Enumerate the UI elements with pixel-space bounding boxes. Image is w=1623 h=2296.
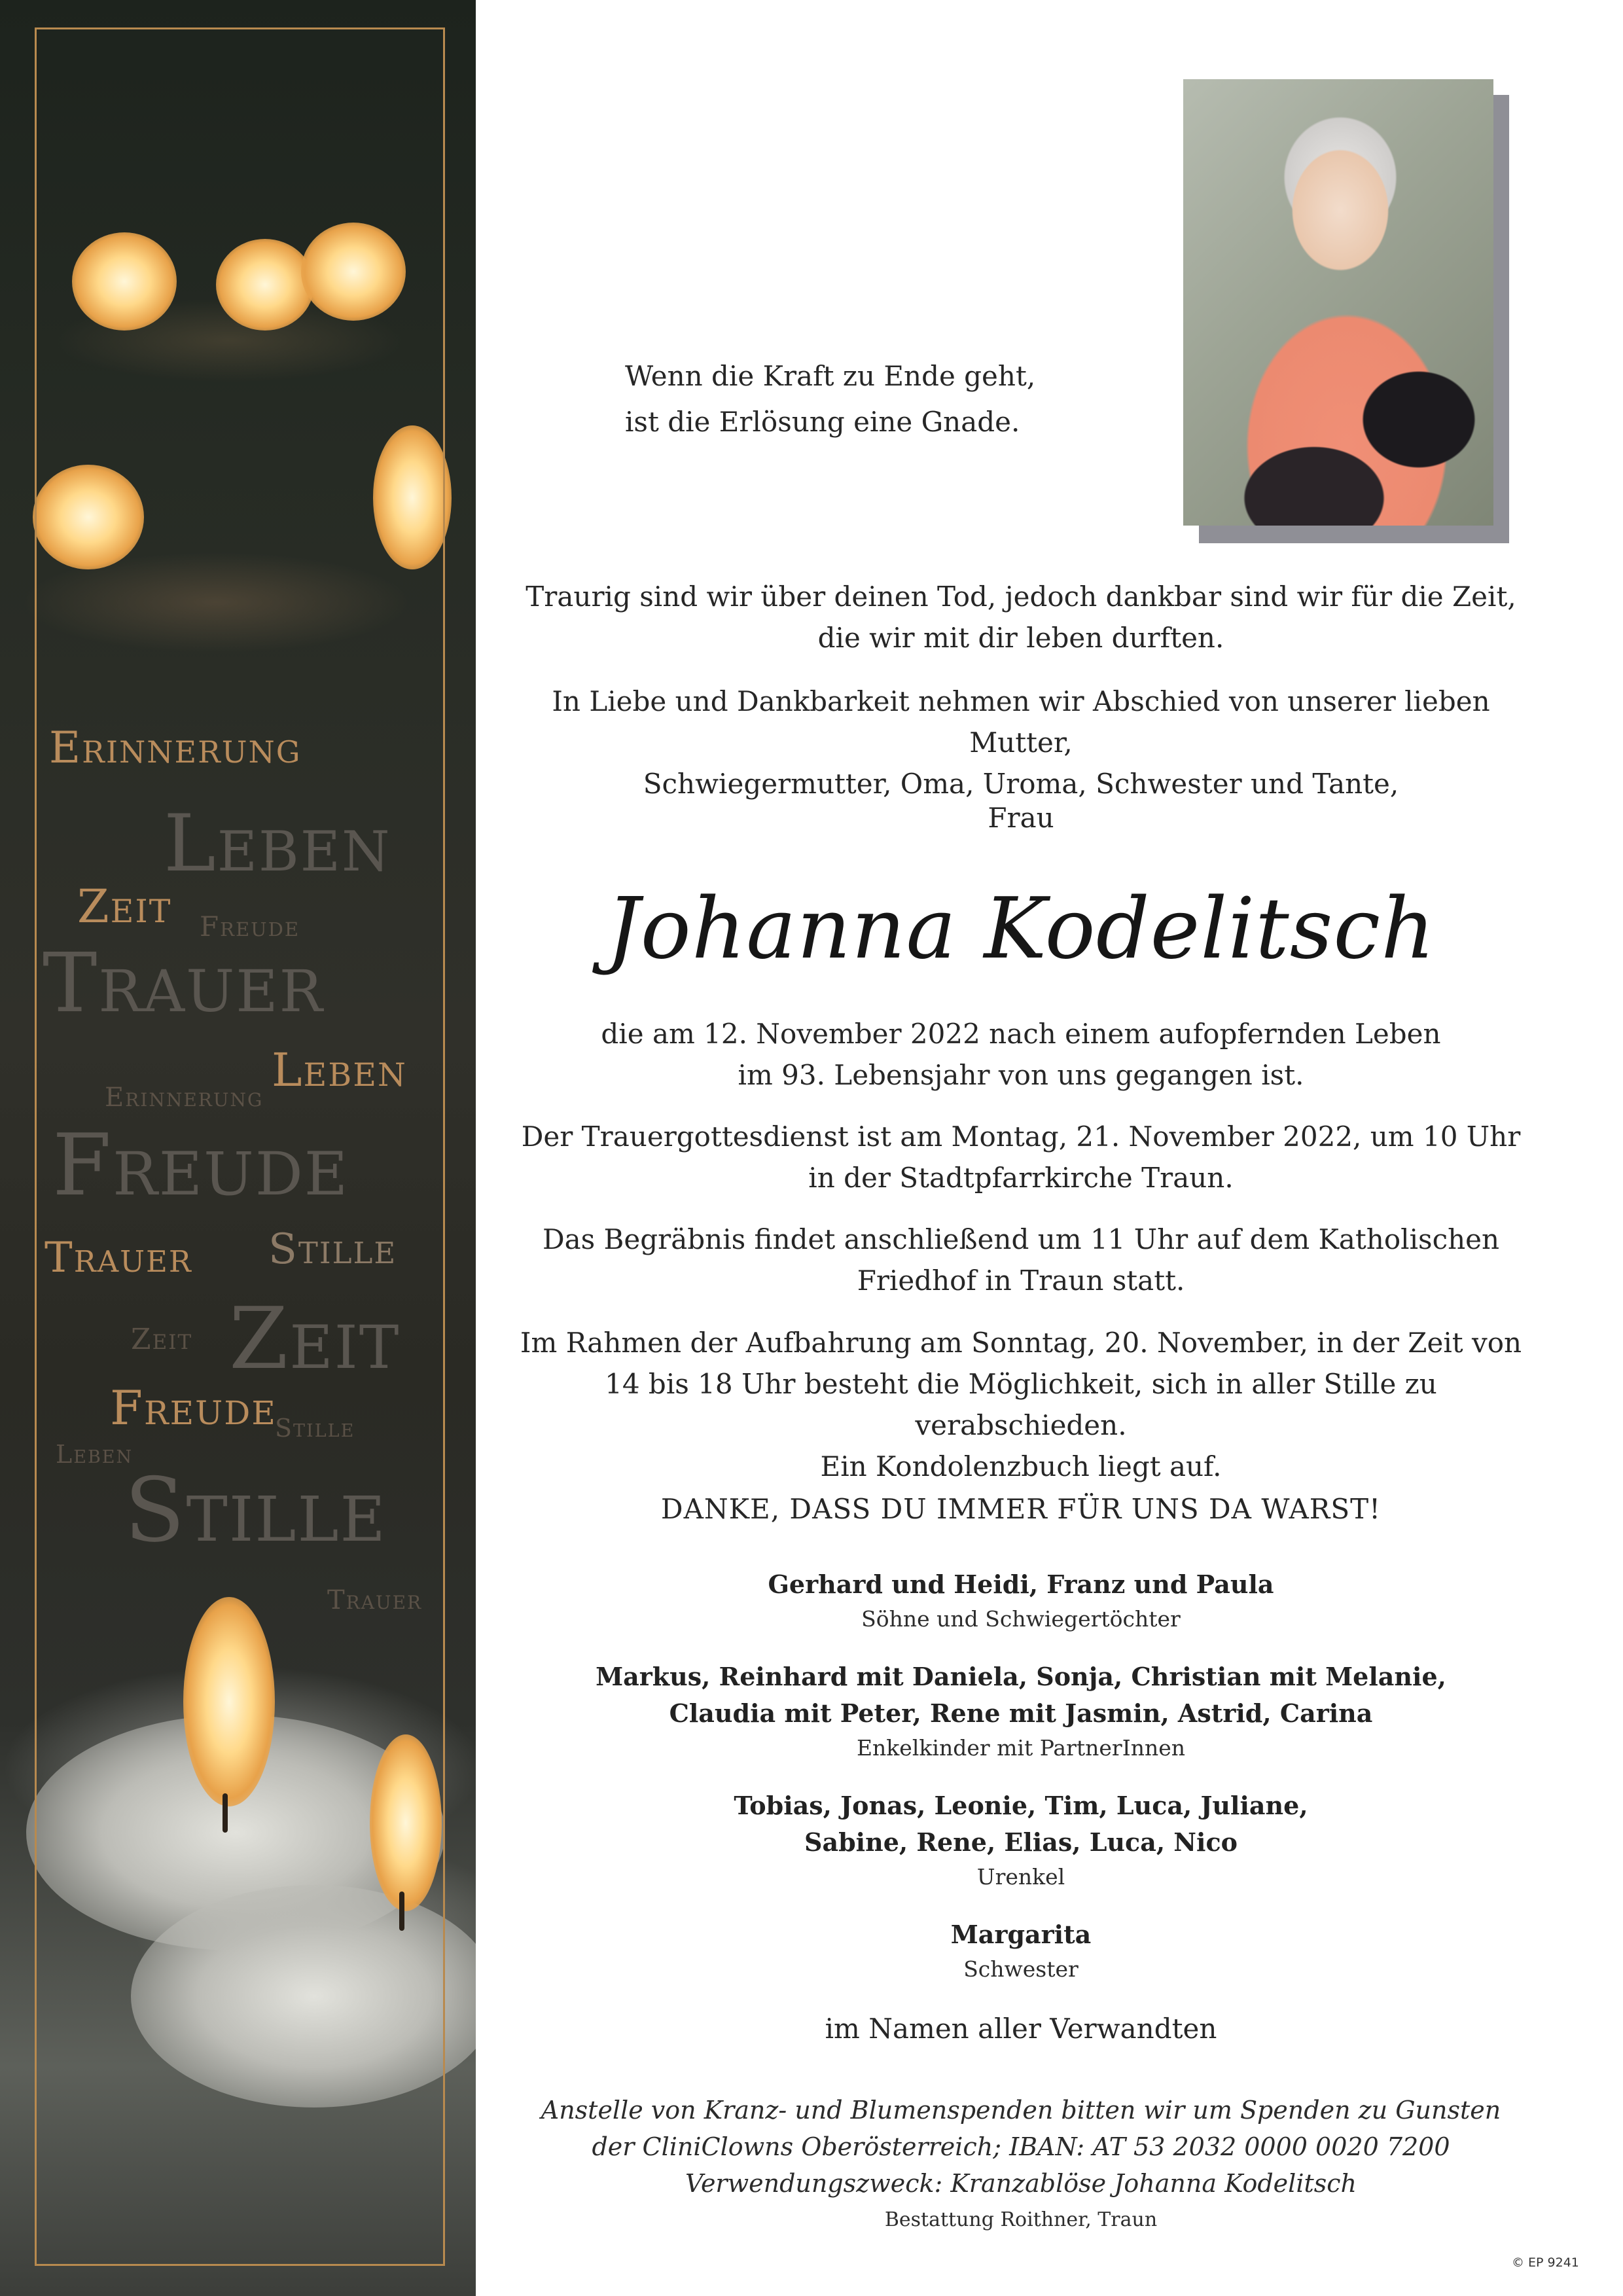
service-info: Der Trauergottesdienst ist am Montag, 21. November 2022, um 10 Uhr in der Stadtpfarrkirche Traun. — [521, 1121, 1521, 1194]
mourner-names: Tobias, Jonas, Leonie, Tim, Luca, Juliane, Sabine, Rene, Elias, Luca, Nico — [734, 1791, 1308, 1857]
panel-word: Leben — [272, 1043, 407, 1097]
death-info: die am 12. November 2022 nach einem aufopfernden Leben im 93. Lebensjahr von uns gegangen ist. — [601, 1018, 1441, 1091]
mourner-group — [497, 1566, 1544, 1636]
panel-word: Stille — [268, 1225, 397, 1274]
donation-note: Anstelle von Kranz- und Blumenspenden bitten wir um Spenden zu Gunsten der CliniClowns Oberösterreich; IBAN: AT 53 2032 0000 0020 7200 Verwendungszweck: Kranzablöse Johanna Kodelitsch — [541, 2096, 1501, 2198]
panel-word: Trauer — [327, 1585, 423, 1615]
panel-word: Leben — [164, 798, 391, 889]
undertaker-name: Bestattung Roithner, Traun — [884, 2208, 1158, 2231]
panel-word: Leben — [56, 1440, 134, 1469]
panel-word: Stille — [275, 1414, 355, 1443]
template-code: © EP 9241 — [1512, 2255, 1579, 2270]
mourner-role: Urenkel — [976, 1864, 1065, 1890]
deceased-name: Johanna Kodelitsch — [606, 880, 1436, 978]
panel-word: Freude — [200, 910, 300, 942]
mourner-group — [497, 1659, 1544, 1765]
panel-word: Freude — [52, 1115, 349, 1215]
viewing-info: Im Rahmen der Aufbahrung am Sonntag, 20. November, in der Zeit von 14 bis 18 Uhr besteht die Möglichkeit, sich in aller Stille zu verabschieden. Ein Kondolenzbuch liegt auf. — [520, 1327, 1522, 1482]
relatives-line: im Namen aller Verwandten — [825, 2013, 1217, 2045]
decorative-candle-panel — [0, 0, 476, 2296]
mourner-names: Margarita — [950, 1920, 1092, 1949]
panel-word: Freude — [110, 1380, 277, 1435]
panel-word: Zeit — [229, 1289, 401, 1388]
intro-paragraph-1: Traurig sind wir über deinen Tod, jedoch dankbar sind wir für die Zeit, die wir mit dir leben durften. — [526, 581, 1516, 654]
intro-paragraph-2: In Liebe und Dankbarkeit nehmen wir Abschied von unserer lieben Mutter, Schwiegermutter, Oma, Uroma, Schwester und Tante, — [552, 685, 1490, 800]
panel-word: Trauer — [45, 1234, 192, 1282]
mourner-group — [497, 1787, 1544, 1893]
mourner-role: Söhne und Schwiegertöchter — [861, 1606, 1181, 1632]
mourner-role: Schwester — [963, 1956, 1079, 1982]
panel-word: Erinnerung — [49, 723, 302, 773]
panel-word: Stille — [124, 1459, 387, 1562]
panel-word: Zeit — [77, 880, 172, 933]
burial-info: Das Begräbnis findet anschließend um 11 Uhr auf dem Katholischen Friedhof in Traun statt. — [542, 1223, 1500, 1297]
mourner-names: Gerhard und Heidi, Franz und Paula — [768, 1570, 1274, 1599]
salutation: Frau — [988, 802, 1054, 834]
thanks-line: DANKE, DASS DU IMMER FÜR UNS DA WARST! — [660, 1493, 1382, 1525]
mourner-group — [497, 1916, 1544, 1986]
panel-word: Zeit — [131, 1323, 193, 1356]
mourner-role: Enkelkinder mit PartnerInnen — [856, 1735, 1186, 1761]
panel-word: Erinnerung — [105, 1083, 264, 1113]
panel-gold-frame — [35, 27, 445, 2266]
motto-verse: Wenn die Kraft zu Ende geht, ist die Erlösung eine Gnade. — [625, 360, 1036, 438]
portrait-photo — [1183, 79, 1493, 526]
mourner-names: Markus, Reinhard mit Daniela, Sonja, Christian mit Melanie, Claudia mit Peter, Rene mit Jasmin, Astrid, Carina — [596, 1662, 1446, 1728]
panel-word: Trauer — [43, 936, 324, 1031]
